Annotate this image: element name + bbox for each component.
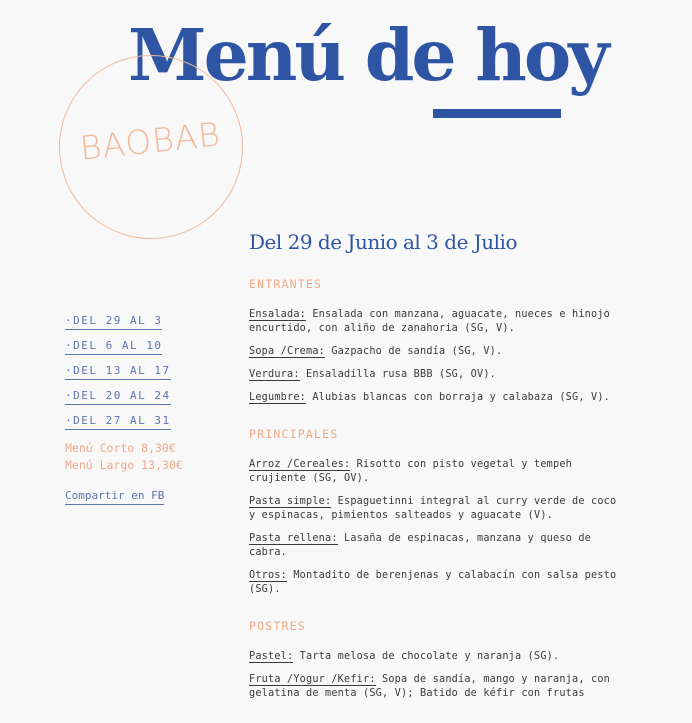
item-label: Pasta simple: — [249, 496, 332, 507]
item-label: Pasta rellena: — [249, 533, 338, 544]
week-sidebar — [65, 309, 235, 505]
item-label: Pastel: — [249, 651, 294, 662]
menu-item — [249, 391, 619, 405]
item-text: Montadito de berenjenas y calabacín con salsa pesto (SG). — [249, 570, 617, 595]
page-title: Menú de hoy — [128, 13, 607, 97]
section-postres — [249, 619, 619, 701]
section-title: PRINCIPALES — [249, 427, 339, 441]
item-label: Arroz /Cereales: — [249, 459, 351, 470]
menu-item — [249, 532, 619, 560]
menu-item — [249, 569, 619, 597]
item-text: Gazpacho de sandía (SG, V). — [325, 346, 503, 357]
menu-item — [249, 650, 619, 664]
menu-item — [249, 458, 619, 486]
week-link-1[interactable]: ·DEL 29 AL 3 — [65, 314, 162, 330]
share-facebook-link[interactable]: Compartir en FB — [65, 489, 164, 505]
item-label: Sopa /Crema: — [249, 346, 326, 357]
menu-item — [249, 673, 619, 701]
menu-item — [249, 495, 619, 523]
item-label: Otros: — [249, 570, 288, 581]
section-title: POSTRES — [249, 619, 306, 633]
item-text: Risotto con pisto vegetal y tempeh crujiente (SG, OV). — [249, 459, 573, 484]
item-label: Fruta /Yogur /Kefir: — [249, 674, 376, 685]
item-label: Verdura: — [249, 369, 300, 380]
baobab-logo: BAOBAB — [77, 114, 223, 168]
item-text: Lasaña de espinacas, manzana y queso de cabra. — [249, 533, 592, 558]
item-text: Tarta melosa de chocolate y naranja (SG). — [293, 651, 560, 662]
item-text: Alubias blancas con borraja y calabaza (SG, V). — [306, 392, 611, 403]
price-long-menu: Menú Largo 13,30€ — [65, 458, 183, 472]
week-link-4[interactable]: ·DEL 20 AL 24 — [65, 389, 171, 405]
date-range-heading: Del 29 de Junio al 3 de Julio — [249, 230, 517, 254]
item-text: Sopa de sandía, mango y naranja, con gelatina de menta (SG, V); Batido de kéfir con frutas — [249, 674, 611, 699]
menu-item — [249, 368, 619, 382]
week-link-2[interactable]: ·DEL 6 AL 10 — [65, 339, 162, 355]
title-underline — [433, 109, 561, 118]
week-link-3[interactable]: ·DEL 13 AL 17 — [65, 364, 171, 380]
item-text: Ensalada con manzana, aguacate, nueces e hinojo encurtido, con aliño de zanahoria (SG, V). — [249, 309, 611, 334]
item-label: Legumbre: — [249, 392, 307, 403]
menu-item — [249, 345, 619, 359]
item-text: Ensaladilla rusa BBB (SG, OV). — [299, 369, 497, 380]
section-principales — [249, 427, 619, 597]
price-list — [65, 440, 235, 474]
price-short-menu: Menú Corto 8,30€ — [65, 441, 176, 455]
section-title: ENTRANTES — [249, 277, 323, 291]
section-entrantes — [249, 277, 619, 405]
item-label: Ensalada: — [249, 309, 307, 320]
menu-content — [249, 277, 619, 723]
menu-item — [249, 308, 619, 336]
item-text: Espaguetinni integral al curry verde de coco y espinacas, pimientos salteados y aguacate (V). — [249, 496, 617, 521]
week-link-5[interactable]: ·DEL 27 AL 31 — [65, 414, 171, 430]
